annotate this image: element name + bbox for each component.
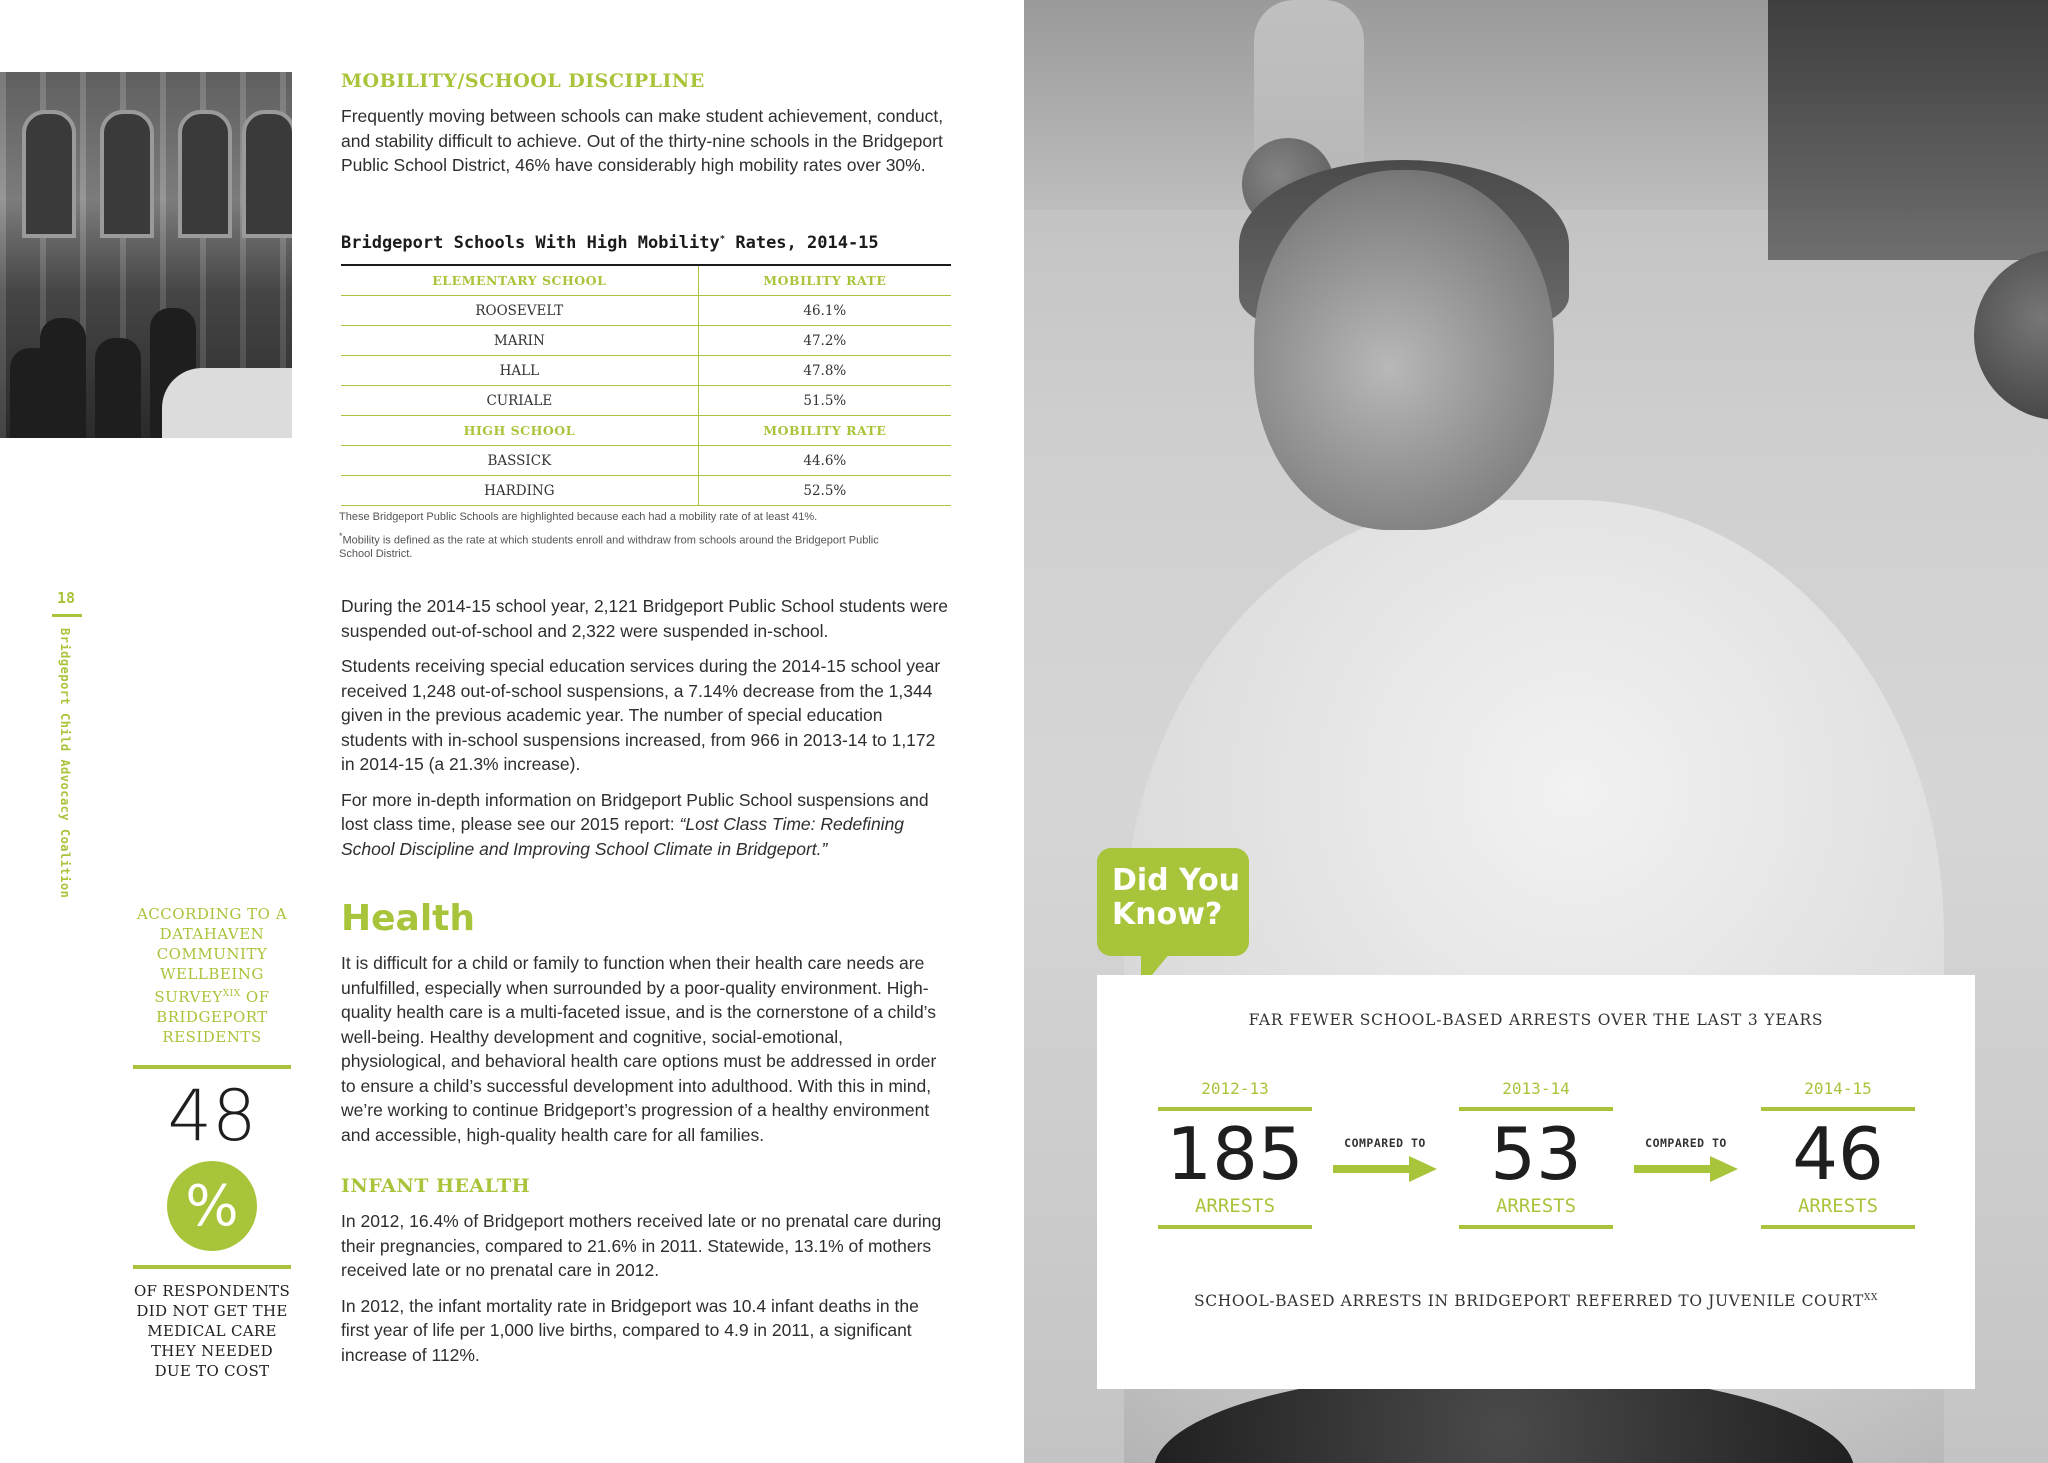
arrests-card — [1097, 975, 1975, 1389]
table-row — [341, 446, 951, 476]
infant-paragraph-1: In 2012, 16.4% of Bridgeport mothers received late or no prenatal care during their pregnancies, compared to 21.6% in 2011. Statewide, 13.1% of mothers received late or no prenatal care in 2012. — [341, 1211, 942, 1280]
rate-cell: 47.2% — [698, 326, 951, 356]
table-title: Bridgeport Schools With High Mobility* Rates, 2014-15 — [341, 233, 879, 253]
table-header-row — [341, 416, 951, 446]
stat-year: 2013-14 — [1502, 1079, 1570, 1098]
stat-value: 46 — [1792, 1112, 1884, 1196]
arrest-stat — [1761, 1079, 1915, 1229]
stat-value: 53 — [1490, 1112, 1582, 1196]
rate-cell: 51.5% — [698, 386, 951, 416]
survey-source: ACCORDING TO A DATAHAVEN COMMUNITY WELLBEING $SURVEY^{XIX}$ OF BRIDGEPORT RESIDENTS — [136, 905, 288, 1046]
mobility-table — [341, 264, 951, 506]
health-body: It is difficult for a child or family to function when their health care needs are unfulfilled, especially when surrounded by a poor-quality environment. High-quality health care is a multi-faceted issue, and is the cornerstone of a child’s well-being. Healthy development and cognitive, social-emotional, physiological, and behavioral health care options must be addressed in order to ensure a child’s successful development into adulthood. With this in mind, we’re working to continue Bridgeport’s progression of a healthy environment and accessible, high-quality health care for all families. — [341, 953, 937, 1145]
report-paragraph: For more in-depth information on Bridgeport Public School suspensions and lost class time, please see our 2015 report: “Lost Class Time: Redefining School Discipline and Improving School Climate in Bridgeport.” — [341, 789, 929, 859]
table-header-row — [341, 265, 951, 296]
school-cell: BASSICK — [341, 446, 698, 476]
stat-year: 2014-15 — [1804, 1079, 1872, 1098]
report-title: “Lost Class Time: Redefining School Discipline and Improving School Climate in Bridgeport.” — [341, 814, 905, 859]
rate-cell: 52.5% — [698, 476, 951, 506]
stat-label: ARRESTS — [1797, 1195, 1879, 1217]
school-photo — [0, 72, 292, 438]
infant-health-heading: INFANT HEALTH — [341, 1175, 531, 1197]
compared-to: COMPARED TO — [1330, 1136, 1440, 1182]
stat-value: 185 — [1166, 1112, 1304, 1196]
rate-cell: 47.8% — [698, 356, 951, 386]
survey-stat-box — [133, 904, 291, 1381]
table-row — [341, 296, 951, 326]
compared-to: COMPARED TO — [1631, 1136, 1741, 1182]
arrests-title: FAR FEWER SCHOOL-BASED ARRESTS OVER THE LAST 3 YEARS — [1248, 1011, 1824, 1029]
survey-caption: OF RESPONDENTS DID NOT GET THE MEDICAL CARE THEY NEEDED DUE TO COST — [133, 1282, 291, 1380]
table-header-cell: MOBILITY RATE — [698, 265, 951, 296]
school-cell: HALL — [341, 356, 698, 386]
table-row — [341, 356, 951, 386]
table-row — [341, 476, 951, 506]
table-footnote: *Mobility is defined as the rate at which students enroll and withdraw from schools around the Bridgeport Public School District. — [339, 531, 879, 560]
health-heading: Health — [341, 898, 476, 939]
arrest-stat — [1459, 1079, 1613, 1229]
school-cell: ROOSEVELT — [341, 296, 698, 326]
suspension-paragraph: During the 2014-15 school year, 2,121 Bridgeport Public School students were suspended out-of-school and 2,322 were suspended in-school. — [341, 596, 949, 641]
survey-rule-top — [133, 1065, 291, 1069]
page-number-rule — [52, 614, 82, 617]
table-header-cell: HIGH SCHOOL — [341, 416, 698, 446]
percent-icon: % — [167, 1161, 257, 1251]
table-row — [341, 326, 951, 356]
table-row — [341, 386, 951, 416]
school-cell: CURIALE — [341, 386, 698, 416]
stat-label: ARRESTS — [1194, 1195, 1276, 1217]
publication-title: Bridgeport Child Advocacy Coalition — [58, 628, 72, 899]
table-note: These Bridgeport Public Schools are highlighted because each had a mobility rate of at least 41%. — [339, 511, 818, 523]
arrest-stat — [1158, 1079, 1312, 1229]
arrow-right-icon — [1634, 1156, 1738, 1182]
table-header-cell: MOBILITY RATE — [698, 416, 951, 446]
stat-label: ARRESTS — [1495, 1195, 1577, 1217]
page-number: 18 — [57, 589, 76, 607]
arrow-right-icon — [1333, 1156, 1437, 1182]
did-you-know-text: Did You Know? — [1112, 863, 1241, 932]
mobility-intro: Frequently moving between schools can make student achievement, conduct, and stability difficult to achieve. Out of the thirty-nine schools in the Bridgeport Public School District, 46% have considerably high mobility rates over 30%. — [341, 106, 944, 175]
arrests-footer: SCHOOL-BASED ARRESTS IN BRIDGEPORT REFERRED TO JUVENILE $COURT^{XX}$ — [1194, 1292, 1878, 1310]
table-header-cell: ELEMENTARY SCHOOL — [341, 265, 698, 296]
rate-cell: 46.1% — [698, 296, 951, 326]
infant-paragraph-2: In 2012, the infant mortality rate in Bridgeport was 10.4 infant deaths in the first year of life per 1,000 live births, compared to 4.9 in 2011, a significant increase of 112%. — [341, 1295, 919, 1365]
mobility-heading: MOBILITY/SCHOOL DISCIPLINE — [341, 70, 705, 92]
survey-value: 48 — [167, 1075, 257, 1157]
survey-rule-bottom — [133, 1265, 291, 1269]
rate-cell: 44.6% — [698, 446, 951, 476]
school-cell: HARDING — [341, 476, 698, 506]
stat-year: 2012-13 — [1201, 1079, 1269, 1098]
school-cell: MARIN — [341, 326, 698, 356]
special-ed-paragraph: Students receiving special education services during the 2014-15 school year received 1,248 out-of-school suspensions, a 7.14% decrease from the 1,344 given in the previous academic year. The number of special education students with in-school suspensions increased, from 966 in 2013-14 to 1,172 in 2014-15 (a 21.3% increase). — [341, 656, 941, 774]
